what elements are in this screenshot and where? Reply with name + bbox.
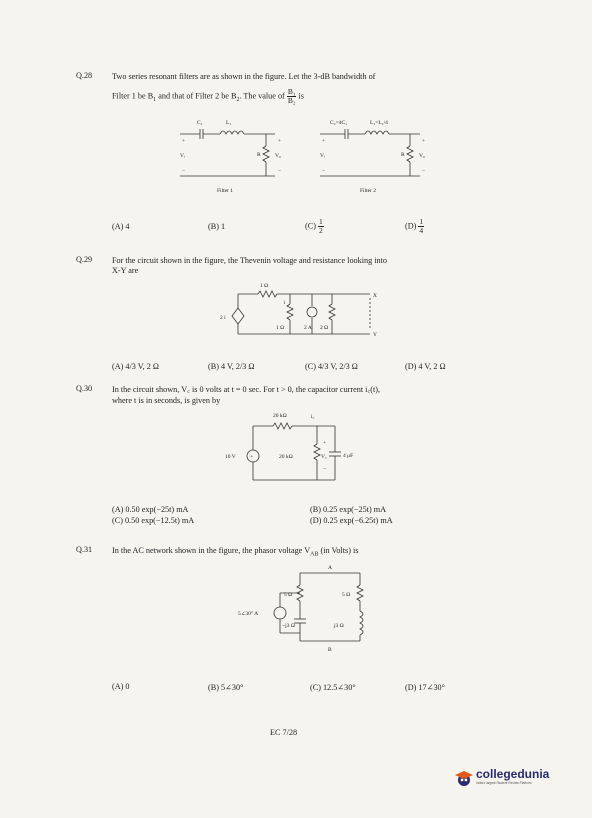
q30-label-plus: + xyxy=(323,440,327,446)
q28-line2-part1: Filter 1 be B xyxy=(112,91,154,101)
q31-number: Q.31 xyxy=(76,545,93,554)
graduation-cap-icon xyxy=(454,768,474,788)
q28-label-minus2: − xyxy=(278,168,282,174)
q30-label-src-plus: + xyxy=(250,454,254,460)
q29-option-a: (A) 4/3 V, 2 Ω xyxy=(112,362,159,371)
q28-number: Q.28 xyxy=(76,71,93,80)
q29-option-d: (D) 4 V, 2 Ω xyxy=(405,362,446,371)
q30-label-r2: 20 kΩ xyxy=(279,454,293,460)
q28-label-vi1: Vᵢ xyxy=(180,153,185,159)
q30-option-a: (A) 0.50 exp(−25t) mA xyxy=(112,505,189,514)
q31-text-line1 xyxy=(112,545,492,561)
q28-option-d-frac xyxy=(418,218,424,235)
q29-thevenin-figure xyxy=(220,278,390,340)
q28-label-r2: R xyxy=(401,152,405,158)
q29-label-r2: 1 Ω xyxy=(276,325,285,331)
q28-label-minus1: − xyxy=(182,168,186,174)
q31-option-a: (A) 0 xyxy=(112,682,130,691)
q29-text-line2: X-Y are xyxy=(112,266,139,275)
q30-number: Q.30 xyxy=(76,384,93,393)
q28-label-plus4: + xyxy=(422,138,426,144)
q29-number: Q.29 xyxy=(76,255,93,264)
q28-option-a: (A) 4 xyxy=(112,222,130,231)
q28-label-minus3: − xyxy=(322,168,326,174)
q31-sub: AB xyxy=(310,551,319,558)
q30-rc-figure xyxy=(225,408,365,488)
q30-label-minus: − xyxy=(323,466,327,472)
q29-option-b: (B) 4 V, 2/3 Ω xyxy=(208,362,255,371)
q31-label-a: A xyxy=(328,565,332,571)
q28-option-c xyxy=(305,218,324,235)
q28-option-c-frac xyxy=(318,218,324,235)
q28-label-filter2: Filter 2 xyxy=(360,188,377,194)
q31-option-c: (C) 12.5∠30° xyxy=(310,683,356,692)
q30-label-cap: 4 μF xyxy=(343,453,354,459)
q28-frac-den: B₂ xyxy=(287,96,296,105)
q29-label-r3: 2 Ω xyxy=(320,325,329,331)
q28-fraction xyxy=(287,88,297,105)
q28-label-plus1: + xyxy=(182,138,186,144)
q28-sub2: 2 xyxy=(236,97,240,104)
q28-option-d-num: 1 xyxy=(419,217,424,226)
q28-label-r1: R xyxy=(257,152,261,158)
q30-label-src: 10 V xyxy=(225,454,236,460)
q30-label-ic: i꜀ xyxy=(311,414,315,420)
q28-label-plus3: + xyxy=(322,138,326,144)
q29-label-src: 2 A xyxy=(304,325,312,331)
q29-option-c: (C) 4/3 V, 2/3 Ω xyxy=(305,362,358,371)
q28-filter-figure xyxy=(170,112,440,202)
logo-wordmark: collegedunia xyxy=(476,767,550,781)
q28-label-filter1: Filter 1 xyxy=(217,188,234,194)
q31-line1-part1: In the AC network shown in the figure, the phasor voltage V xyxy=(112,546,311,555)
page-footer: EC 7/28 xyxy=(270,728,298,737)
q29-label-i: i xyxy=(284,300,286,306)
collegedunia-logo xyxy=(452,767,572,789)
q28-label-l1: L₁ xyxy=(226,120,232,126)
q29-text-line1: For the circuit shown in the figure, the Thevenin voltage and resistance looking into xyxy=(112,256,387,265)
q29-label-x: X xyxy=(373,293,377,299)
q31-label-xc: −j3 Ω xyxy=(282,623,295,629)
q28-option-c-label: (C) xyxy=(305,221,316,231)
q28-option-c-num: 1 xyxy=(318,217,323,226)
q28-sub1: 1 xyxy=(153,97,157,104)
q28-option-d xyxy=(405,218,424,235)
q31-option-d: (D) 17∠30° xyxy=(405,683,445,692)
q28-line2-part2: and that of Filter 2 be B xyxy=(156,91,237,101)
q30-option-d: (D) 0.25 exp(−6.25t) mA xyxy=(310,516,393,525)
q31-label-r1: 5 Ω xyxy=(284,592,293,598)
q28-label-plus2: + xyxy=(278,138,282,144)
q28-option-b: (B) 1 xyxy=(208,222,226,231)
q28-label-vo1: V₀ xyxy=(275,153,281,159)
q30-label-vc: V꜀ xyxy=(321,454,327,460)
q29-label-r1: 1 Ω xyxy=(260,283,269,289)
q28-label-vi2: Vᵢ xyxy=(320,153,325,159)
q28-label-c1: C₁ xyxy=(197,120,203,126)
q31-label-b: B xyxy=(328,647,332,653)
q28-label-vo2: V₀ xyxy=(419,153,425,159)
q28-label-minus4: − xyxy=(422,168,426,174)
q29-label-dep: 2 i xyxy=(220,315,226,321)
q30-option-b: (B) 0.25 exp(−25t) mA xyxy=(310,505,387,514)
q28-frac-num: B₁ xyxy=(287,87,296,96)
q30-option-c: (C) 0.50 exp(−12.5t) mA xyxy=(112,516,195,525)
q30-text-line2: where t is in seconds, is given by xyxy=(112,396,221,405)
q28-label-c2: C₂=4C₁ xyxy=(330,120,348,126)
q31-label-xl: j3 Ω xyxy=(334,623,344,629)
q30-text-line1: In the circuit shown, V꜀ is 0 volts at t = 0 sec. For t > 0, the capacitor current i꜀(t), xyxy=(112,385,381,394)
q28-line2-part4: is xyxy=(298,91,304,101)
q31-ac-network-figure xyxy=(230,563,380,653)
q31-label-src: 5∠30° A xyxy=(238,611,259,617)
logo-tagline: India's largest Student Review Platform xyxy=(476,781,532,785)
q28-option-c-den: 2 xyxy=(318,226,323,235)
q31-label-r2: 5 Ω xyxy=(342,592,351,598)
q28-text-line1: Two series resonant filters are as shown in the figure. Let the 3-dB bandwidth of xyxy=(112,72,376,81)
q31-option-b: (B) 5∠30° xyxy=(208,683,244,692)
q28-option-d-den: 4 xyxy=(419,226,424,235)
q29-label-y: Y xyxy=(373,332,377,338)
q28-label-l2: L₂=L₁/4 xyxy=(370,120,388,126)
q28-line2-part3: . The value of xyxy=(239,91,285,101)
q31-line1-part2: (in Volts) is xyxy=(318,546,359,555)
q28-option-d-label: (D) xyxy=(405,221,417,231)
q28-text-line2 xyxy=(112,88,492,106)
q30-label-r1: 20 kΩ xyxy=(273,413,287,419)
